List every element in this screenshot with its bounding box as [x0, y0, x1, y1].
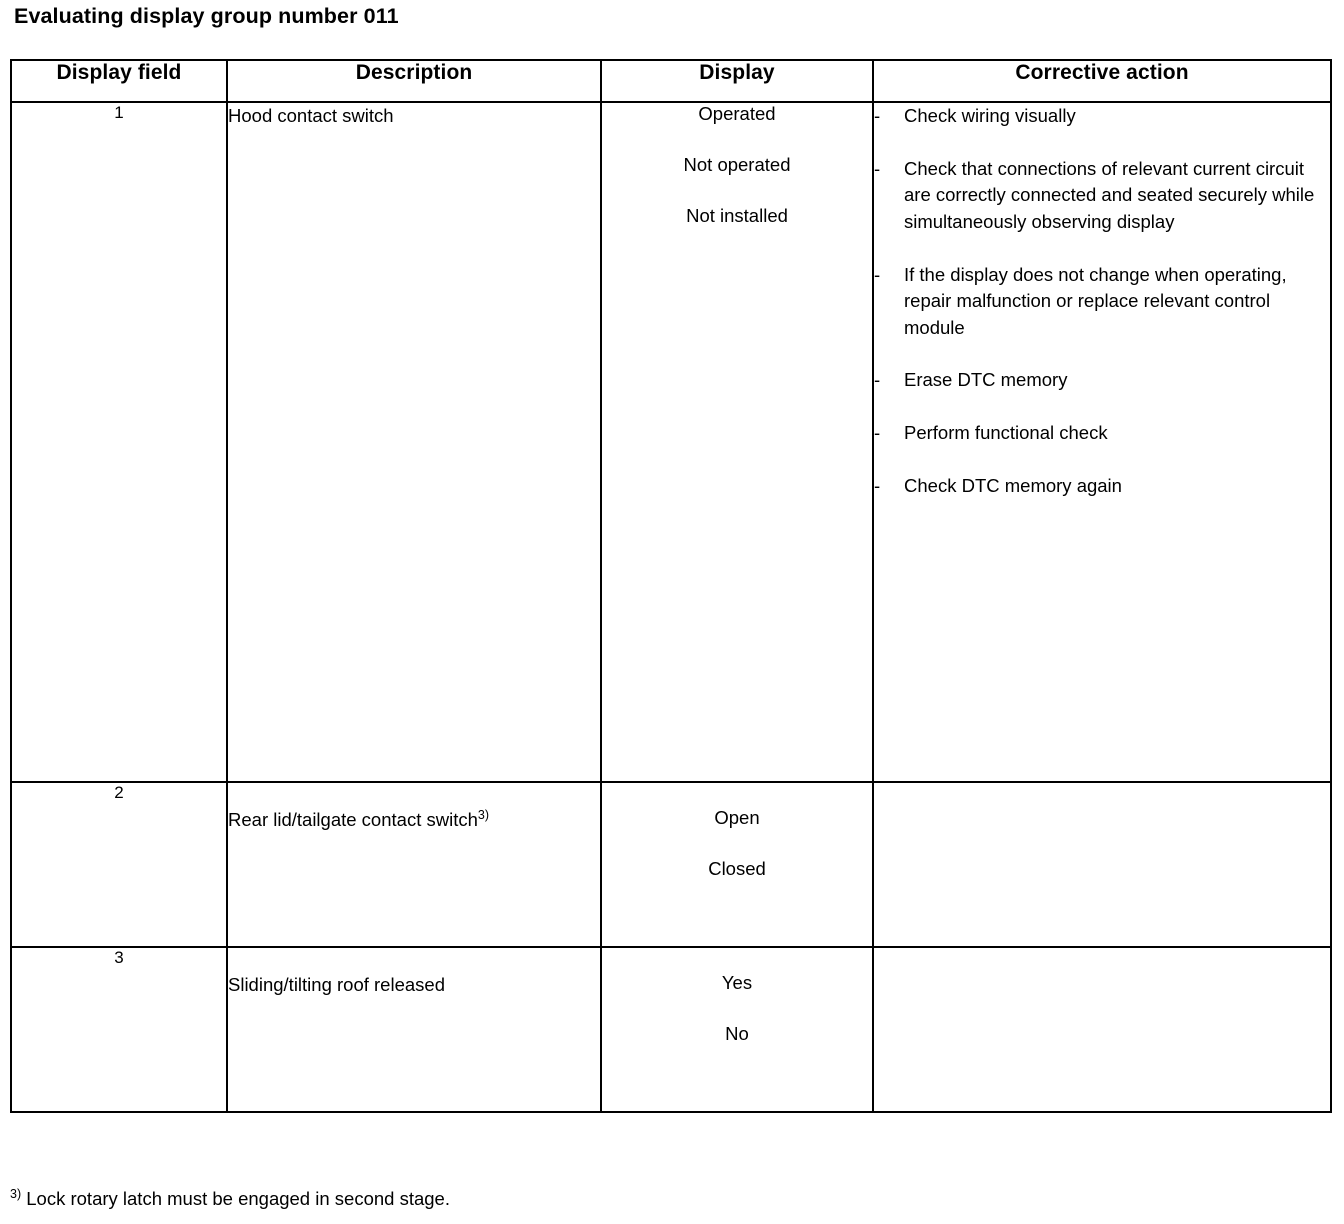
- display-value: Open: [714, 807, 760, 828]
- list-item-text: Check DTC memory again: [904, 474, 1122, 496]
- footnote-marker: 3): [10, 1186, 22, 1201]
- cell-display-field: 1: [11, 102, 227, 782]
- column-header-description: Description: [227, 60, 601, 102]
- cell-description: [227, 102, 601, 782]
- list-item-text: Erase DTC memory: [904, 369, 1068, 391]
- list-item: [874, 420, 1330, 447]
- list-item-text: If the display does not change when operating, repair malfunction or replace relevant control module: [904, 263, 1287, 338]
- table-row: [11, 947, 1331, 1112]
- display-value: No: [725, 1023, 749, 1044]
- display-value: Operated: [698, 103, 776, 124]
- column-header-corrective-action: Corrective action: [873, 60, 1331, 102]
- column-header-display-field: Display field: [11, 60, 227, 102]
- cell-corrective-action: [873, 102, 1331, 782]
- bullet-dash: -: [874, 474, 881, 496]
- footnote-text: Lock rotary latch must be engaged in second stage.: [26, 1188, 450, 1209]
- cell-display-field: 3: [11, 947, 227, 1112]
- display-value: Not operated: [683, 154, 791, 175]
- list-item: [874, 367, 1330, 394]
- cell-display-field: 2: [11, 782, 227, 947]
- table-header-row: [11, 60, 1331, 102]
- cell-description: [227, 947, 601, 1112]
- bullet-dash: -: [874, 369, 881, 391]
- cell-display: [601, 947, 873, 1112]
- cell-corrective-action: [873, 782, 1331, 947]
- description-text: Rear lid/tailgate contact switch: [228, 809, 478, 830]
- footnote-reference: 3): [477, 807, 489, 822]
- table-row: [11, 782, 1331, 947]
- cell-display: [601, 782, 873, 947]
- list-item: [874, 156, 1330, 236]
- display-value: Closed: [708, 858, 766, 879]
- list-item: [874, 473, 1330, 500]
- bullet-dash: -: [874, 422, 881, 443]
- display-value: Not installed: [686, 205, 788, 226]
- evaluation-table: [10, 59, 1332, 1113]
- description-text: Sliding/tilting roof released: [228, 974, 445, 995]
- page-title: Evaluating display group number 011: [14, 4, 399, 28]
- cell-display: [601, 102, 873, 782]
- list-item: [874, 103, 1330, 130]
- cell-corrective-action: [873, 947, 1331, 1112]
- bullet-dash: -: [874, 157, 881, 179]
- list-item-text: Check wiring visually: [904, 105, 1076, 126]
- table-row: [11, 102, 1331, 782]
- list-item-text: Perform functional check: [904, 422, 1108, 443]
- description-text: Hood contact switch: [228, 105, 394, 126]
- corrective-action-list: [874, 103, 1330, 499]
- column-header-display: Display: [601, 60, 873, 102]
- footnote: [10, 1188, 450, 1210]
- list-item: [874, 262, 1330, 342]
- cell-description: [227, 782, 601, 947]
- bullet-dash: -: [874, 105, 881, 126]
- list-item-text: Check that connections of relevant current circuit are correctly connected and seated securely while simultaneously observing display: [904, 157, 1315, 232]
- display-value: Yes: [721, 972, 753, 993]
- bullet-dash: -: [874, 263, 881, 285]
